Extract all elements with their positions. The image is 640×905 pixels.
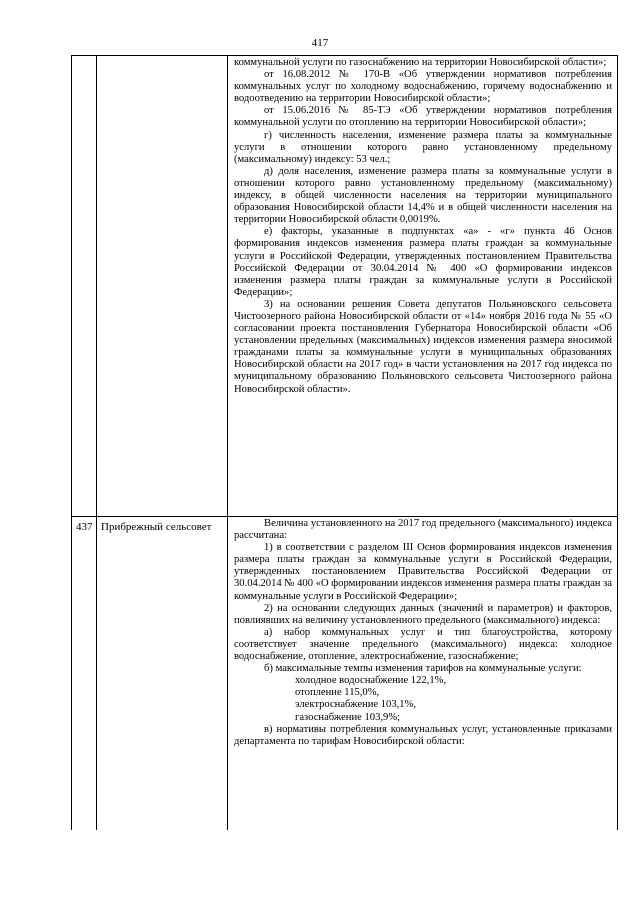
description-text <box>228 56 617 396</box>
paragraph: 3) на основании решения Совета депутатов Польяновского сельсовета Чистоозерного района Новосибирской области от «14» ноября 2016 года № 55 «О согласовании проекта постановления Губернатора Новосибирской области «Об установлении предельных (максимальных) индексов изменения размера вносимой гражданами платы за коммунальные услуги в муниципальных образованиях Новосибирской области на 2017 год» в части установления на 2017 год индекса по муниципальному образованию Польяновского сельсовета Чистоозерного района Новосибирской области». <box>234 298 612 395</box>
municipality-name: Прибрежный сельсовет <box>101 521 212 533</box>
paragraph: б) максимальные темпы изменения тарифов на коммунальные услуги: <box>264 663 582 675</box>
row-number <box>72 56 96 60</box>
row-number-cell <box>72 56 97 517</box>
table-row <box>72 56 618 517</box>
tariff-item: электроснабжение 103,1%, <box>295 699 417 711</box>
paragraph: г) численность населения, изменение размера платы за коммунальные услуги в отношении которого равно установленному предельному (максимальному) индексу: 53 чел.; <box>234 129 612 165</box>
tariff-item: холодное водоснабжение 122,1%, <box>295 675 447 687</box>
row-number: 437 <box>76 521 93 533</box>
municipality-cell <box>97 56 228 517</box>
tariff-item: газоснабжение 103,9%; <box>295 711 401 723</box>
paragraph: 2) на основании следующих данных (значений и параметров) и факторов, повлиявших на величину установленного предельного (максимального) индекса: <box>234 602 612 626</box>
document-table <box>71 55 618 830</box>
municipality-cell <box>97 517 228 831</box>
tariff-item: отопление 115,0%, <box>295 687 380 699</box>
table-row <box>72 517 618 831</box>
paragraph: Величина установленного на 2017 год предельного (максимального) индекса рассчитана: <box>234 518 612 542</box>
paragraph: а) набор коммунальных услуг и тип благоустройства, которому соответствует значение предельного (максимального) индекса: холодное водоснабжение, отопление, электроснабжение, газоснабжение; <box>234 626 612 663</box>
description-text <box>228 517 617 748</box>
page-number: 417 <box>311 37 329 49</box>
paragraph: 1) в соответствии с разделом III Основ формирования индексов изменения размера платы граждан за коммунальные услуги в Российской Федерации, утвержденных постановлением Правительства Российской Федерации от 30.04.2014 № 400 «О формировании индексов изменения размера платы граждан за коммунальные услуги в Российской Федерации»; <box>234 542 612 602</box>
paragraph: от 16.08.2012 № 170-В «Об утверждении нормативов потребления коммунальных услуг по холодному водоснабжению, горячему водоснабжению и водоотведению на территории Новосибирской области»; <box>234 69 612 105</box>
paragraph: е) факторы, указанные в подпунктах «а» - «г» пункта 46 Основ формирования индексов изменения размера платы граждан за коммунальные услуги в Российской Федерации, утвержденных постановлением Правительства Российской Федерации от 30.04.2014 № 400 «О формировании индексов изменения размера платы граждан за коммунальные услуги в Российской Федерации»; <box>234 226 612 298</box>
paragraph: в) нормативы потребления коммунальных услуг, установленные приказами департамента по тарифам Новосибирской области: <box>234 723 612 747</box>
row-number-cell <box>72 517 97 831</box>
description-cell <box>228 56 618 517</box>
paragraph: от 15.06.2016 № 85-ТЭ «Об утверждении нормативов потребления коммунальной услуги по отоплению на территории Новосибирской области»; <box>234 105 612 129</box>
paragraph: д) доля населения, изменение размера платы за коммунальные услуги в отношении которого равно установленному предельному (максимальному) индексу, в общей численности населения на территории муниципального образования Новосибирской области 14,4% и в общей численности населения на территории Новосибирской области 0,0019%. <box>234 165 612 226</box>
paragraph: коммунальной услуги по газоснабжению на территории Новосибирской области»; <box>234 57 607 68</box>
description-cell <box>228 517 618 831</box>
municipality-name <box>97 56 227 60</box>
